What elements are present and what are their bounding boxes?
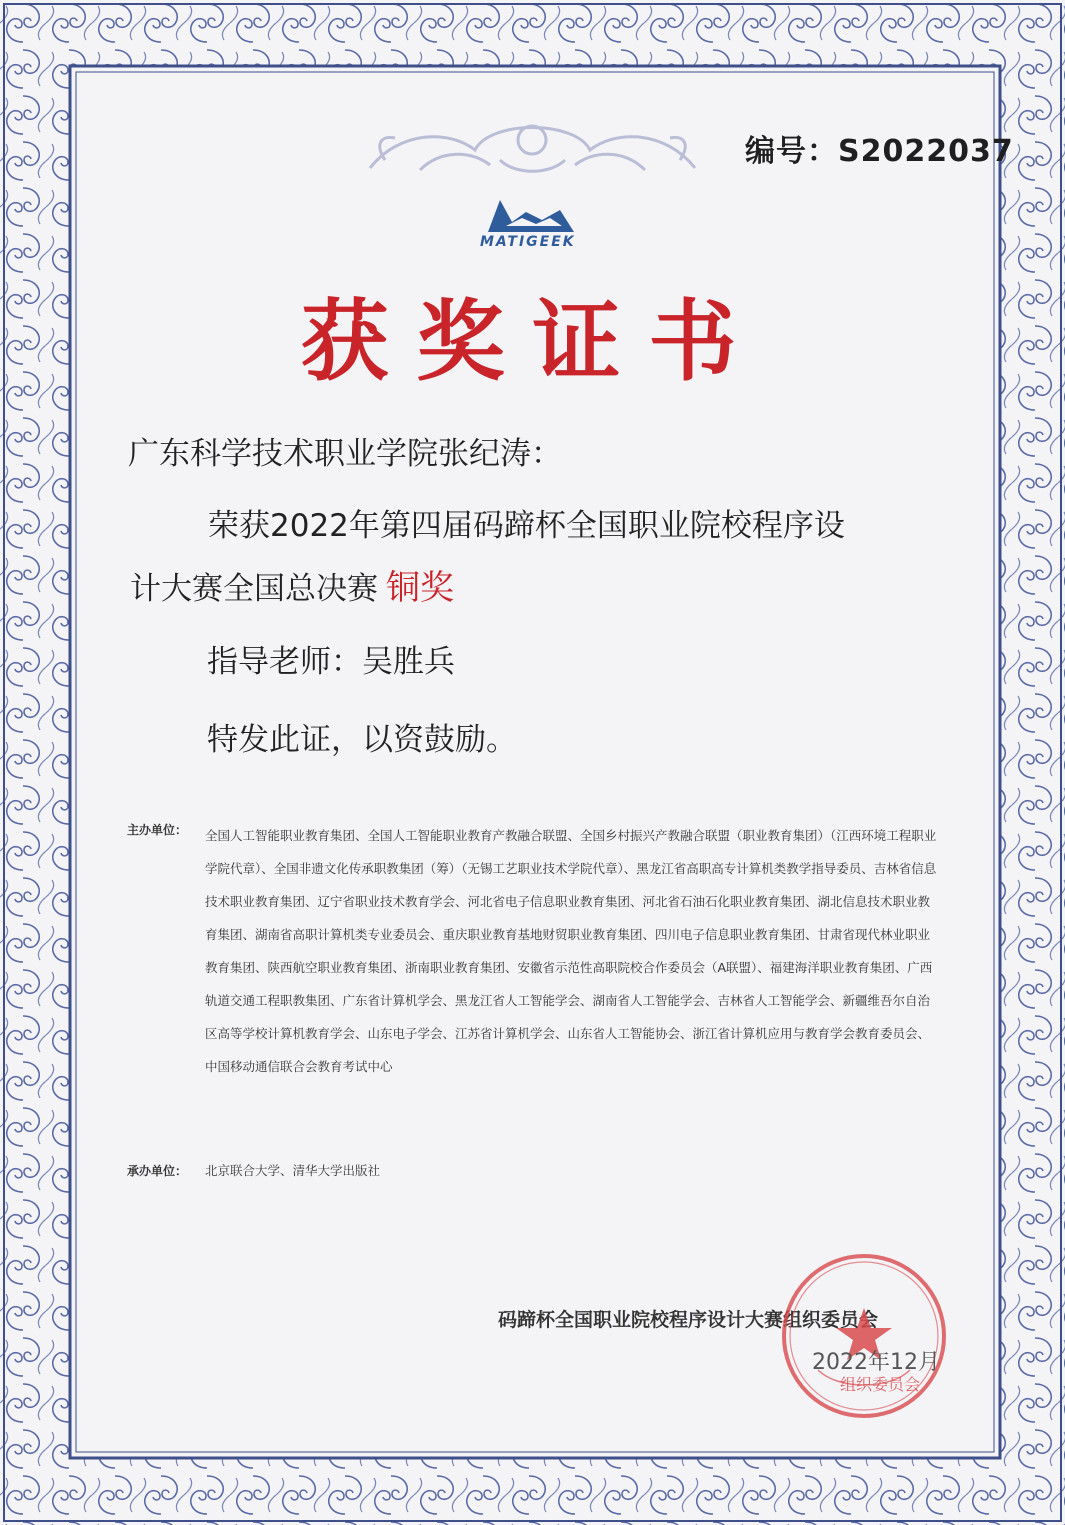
organizers-label: 主办单位： [127,823,188,837]
hosts-label: 承办单位： [127,1164,188,1178]
recipient-line: 广东科学技术职业学院张纪涛： [128,436,562,472]
award-description-line2 [130,560,454,609]
hosts-list: 北京联合大学、清华大学出版社 [205,1163,381,1178]
teacher-line: 指导老师：吴胜兵 [207,644,455,680]
svg-text:组织委员会: 组织委员会 [840,1375,921,1394]
closing-line: 特发此证，以资鼓励。 [207,722,517,758]
award-description-text: 计大赛全国总决赛 [130,571,378,607]
issue-date: 2022年12月 [812,1350,940,1375]
award-description-line1: 荣获2022年第四届码蹄杯全国职业院校程序设 [208,508,845,544]
certificate-title: 获奖证书 [300,289,765,393]
serial-number: 编号：S2022037 [745,134,1014,169]
logo-mark-icon [470,192,590,238]
official-seal [778,1250,950,1422]
organizers-list: 全国人工智能职业教育集团、全国人工智能职业教育产教融合联盟、全国乡村振兴产教融合联盟（职业教育集团）（江西环境工程职业学院代章）、全国非遗文化传承职教集团（筹）（无锡工艺职业技术学院代章）、黑龙江省高职高专计算机类教学指导委员、吉林省信息技术职业教育集团、辽宁省职业技术教育学会、河北省电子信息职业教育集团、河北省石油石化职业教育集团、湖北信息技术职业教育集团、湖南省高职计算机类专业委员会、重庆职业教育基地财贸职业教育集团、四川电子信息职业教育集团、甘肃省现代林业职业教育集团、陕西航空职业教育集团、浙南职业教育集团、安徽省示范性高职院校合作委员会（A联盟）、福建海洋职业教育集团、广西轨道交通工程职教集团、广东省计算机学会、黑龙江省人工智能学会、湖南省人工智能学会、吉林省人工智能学会、新疆维吾尔自治区高等学校计算机教育学会、山东电子学会、江苏省计算机学会、山东省人工智能协会、浙江省计算机应用与教育学会教育委员会、中国移动通信联合会教育考试中心 [205,828,937,1074]
committee-signature: 码蹄杯全国职业院校程序设计大赛组织委员会 [498,1309,879,1331]
logo-text: MATIGEEK [480,234,576,250]
matigeek-logo [470,192,590,254]
award-level: 铜奖 [386,568,454,608]
